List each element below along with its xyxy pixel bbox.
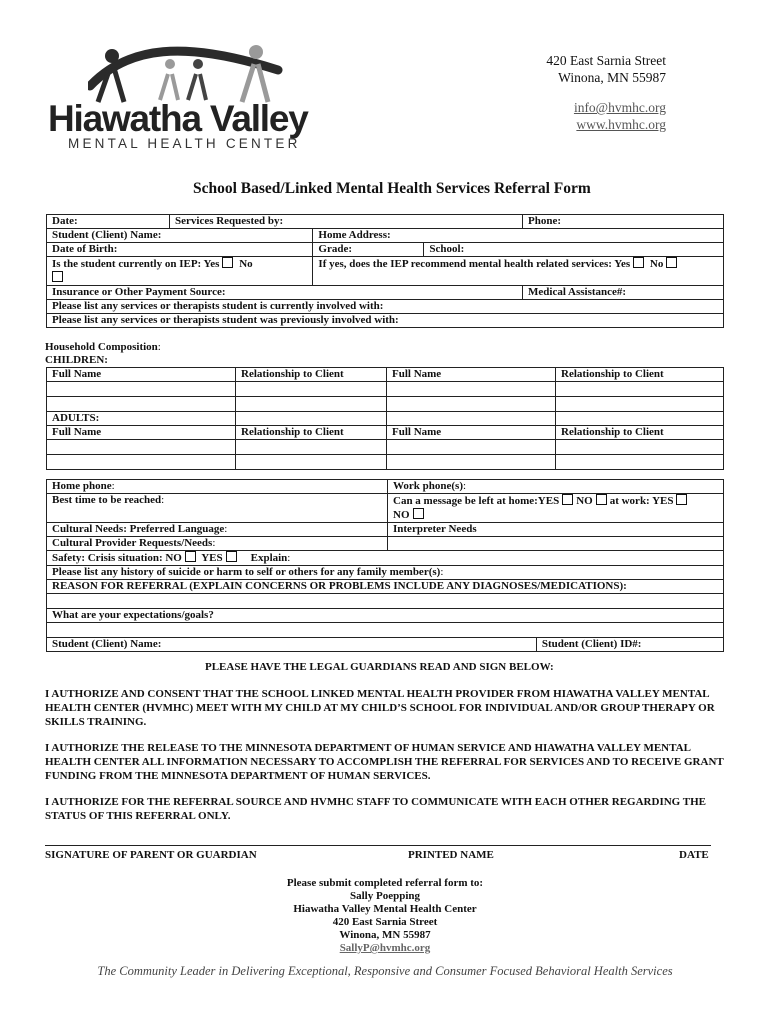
contact-table bbox=[46, 479, 724, 652]
reason-for-referral-label[interactable]: REASON FOR REFERRAL (EXPLAIN CONCERNS OR PROBLEMS INCLUDE ANY DIAGNOSES/MEDICATIONS): bbox=[52, 580, 627, 592]
org-email-link[interactable]: info@hvmhc.org bbox=[573, 100, 666, 115]
date-label[interactable]: Date: bbox=[52, 215, 78, 227]
children-col-relationship-1: Relationship to Client bbox=[241, 368, 344, 380]
signature-guardian-label: SIGNATURE OF PARENT OR GUARDIAN bbox=[45, 849, 257, 861]
adults-col-relationship-1: Relationship to Client bbox=[241, 426, 344, 438]
student-name-label-2[interactable]: Student (Client) Name: bbox=[52, 638, 162, 650]
iep-no-checkbox[interactable] bbox=[52, 271, 63, 282]
submit-email-link[interactable]: SallyP@hvmhc.org bbox=[339, 942, 431, 954]
explain-label[interactable]: Explain bbox=[250, 552, 288, 564]
table-row[interactable] bbox=[47, 397, 724, 412]
household-label: Household Composition bbox=[45, 341, 158, 353]
work-phone-label[interactable]: Work phone(s) bbox=[393, 480, 463, 492]
submit-name: Sally Poepping bbox=[350, 890, 420, 902]
adults-col-name-2: Full Name bbox=[392, 426, 442, 438]
work-yes-checkbox[interactable] bbox=[676, 494, 687, 505]
best-time-label[interactable]: Best time to be reached bbox=[52, 494, 162, 506]
expectations-input-area[interactable] bbox=[47, 623, 724, 638]
colon: : bbox=[111, 480, 115, 492]
iep-recommend-no-checkbox[interactable] bbox=[666, 257, 677, 268]
adults-col-name-1: Full Name bbox=[52, 426, 102, 438]
harm-history-label[interactable]: Please list any history of suicide or harm to self or others for any family member(s) bbox=[52, 566, 441, 578]
footer-tagline: The Community Leader in Delivering Exceptional, Responsive and Consumer Focused Behavioral Health Services bbox=[97, 964, 673, 978]
student-name-label[interactable]: Student (Client) Name: bbox=[52, 229, 162, 241]
submit-line: Please submit completed referral form to: bbox=[286, 877, 484, 889]
submit-street: 420 East Sarnia Street bbox=[332, 916, 438, 928]
colon: : bbox=[161, 494, 165, 506]
expectations-label[interactable]: What are your expectations/goals? bbox=[52, 609, 214, 621]
insurance-label[interactable]: Insurance or Other Payment Source: bbox=[52, 286, 226, 298]
colon: : bbox=[212, 537, 216, 549]
org-website-link[interactable]: www.hvmhc.org bbox=[576, 117, 666, 132]
work-no-label: NO bbox=[393, 509, 410, 521]
colon: : bbox=[224, 523, 228, 535]
table-row[interactable] bbox=[47, 382, 724, 397]
message-yes-checkbox[interactable] bbox=[562, 494, 573, 505]
iep-no-label: No bbox=[239, 258, 253, 270]
signature-date-label: DATE bbox=[679, 849, 709, 861]
adults-heading: ADULTS: bbox=[52, 412, 100, 424]
household-colon: : bbox=[157, 341, 161, 353]
student-id-label[interactable]: Student (Client) ID#: bbox=[541, 638, 642, 650]
table-row[interactable] bbox=[47, 455, 724, 470]
iep-question: Is the student currently on IEP: Yes bbox=[52, 258, 220, 270]
logo bbox=[48, 42, 310, 154]
iep-recommend-yes-checkbox[interactable] bbox=[633, 257, 644, 268]
children-col-name-1: Full Name bbox=[52, 368, 102, 380]
dob-label[interactable]: Date of Birth: bbox=[52, 243, 118, 255]
message-question: Can a message be left at home:YES bbox=[393, 495, 560, 507]
school-label[interactable]: School: bbox=[429, 243, 465, 255]
org-name: Hiawatha Valley bbox=[48, 98, 308, 139]
crisis-yes-label: YES bbox=[201, 552, 223, 564]
signature-line[interactable] bbox=[45, 845, 711, 846]
submit-block bbox=[0, 877, 770, 955]
children-col-relationship-2: Relationship to Client bbox=[561, 368, 664, 380]
at-work-label: at work: YES bbox=[609, 495, 674, 507]
services-previous-label[interactable]: Please list any services or therapists student was previously involved with: bbox=[52, 314, 399, 326]
printed-name-label: PRINTED NAME bbox=[408, 849, 494, 861]
submit-city: Winona, MN 55987 bbox=[339, 929, 431, 941]
crisis-yes-checkbox[interactable] bbox=[226, 551, 237, 562]
org-street: 420 East Sarnia Street bbox=[546, 53, 666, 68]
cultural-needs-label[interactable]: Cultural Needs: Preferred Language bbox=[52, 523, 225, 535]
services-current-label[interactable]: Please list any services or therapists student is currently involved with: bbox=[52, 300, 384, 312]
home-phone-label[interactable]: Home phone bbox=[52, 480, 112, 492]
cultural-provider-label[interactable]: Cultural Provider Requests/Needs bbox=[52, 537, 213, 549]
submit-org: Hiawatha Valley Mental Health Center bbox=[293, 903, 477, 915]
children-table bbox=[46, 367, 724, 470]
legal-para-3: I AUTHORIZE FOR THE REFERRAL SOURCE AND HVMHC STAFF TO COMMUNICATE WITH EACH OTHER REGARDING THE STATUS OF THIS REFERRAL ONLY. bbox=[45, 796, 707, 822]
crisis-no-checkbox[interactable] bbox=[185, 551, 196, 562]
iep-yes-checkbox[interactable] bbox=[222, 257, 233, 268]
legal-heading: PLEASE HAVE THE LEGAL GUARDIANS READ AND SIGN BELOW: bbox=[205, 661, 554, 673]
interpreter-needs-label[interactable]: Interpreter Needs bbox=[393, 523, 477, 535]
phone-label[interactable]: Phone: bbox=[528, 215, 561, 227]
legal-para-2: I AUTHORIZE THE RELEASE TO THE MINNESOTA DEPARTMENT OF HUMAN SERVICE AND HIAWATHA VALLEY MENTAL HEALTH CENTER ALL INFORMATION NECESSARY TO ACCOMPLISH THE REFERRAL FOR SERVICES AND TO RECEIVE GRANT FUNDING FROM THE MINNESOTA DEPARTMENT OF HUMAN SERVICES. bbox=[45, 742, 724, 782]
services-requested-label[interactable]: Services Requested by: bbox=[175, 215, 284, 227]
medical-assistance-label[interactable]: Medical Assistance#: bbox=[528, 286, 627, 298]
crisis-label: Safety: Crisis situation: NO bbox=[52, 552, 182, 564]
form-title: School Based/Linked Mental Health Services Referral Form bbox=[193, 180, 591, 197]
iep-recommend-no-label: No bbox=[649, 258, 664, 270]
work-no-checkbox[interactable] bbox=[413, 508, 424, 519]
org-subtitle: MENTAL HEALTH CENTER bbox=[68, 136, 301, 151]
iep-recommend-question: If yes, does the IEP recommend mental health related services: Yes bbox=[318, 258, 631, 270]
home-address-label[interactable]: Home Address: bbox=[318, 229, 391, 241]
message-no-checkbox[interactable] bbox=[596, 494, 607, 505]
children-heading: CHILDREN: bbox=[45, 354, 108, 366]
org-city: Winona, MN 55987 bbox=[558, 70, 666, 85]
legal-para-1: I AUTHORIZE AND CONSENT THAT THE SCHOOL LINKED MENTAL HEALTH PROVIDER FROM HIAWATHA VALLEY MENTAL HEALTH CENTER (HVMHC) MEET WITH MY CHILD AT MY CHILD’S SCHOOL FOR INDIVIDUAL AND/OR GROUP THERAPY OR SKILLS TRAINING. bbox=[45, 688, 715, 728]
client-info-table bbox=[46, 214, 724, 328]
children-col-name-2: Full Name bbox=[392, 368, 442, 380]
colon: : bbox=[440, 566, 444, 578]
colon: : bbox=[287, 552, 291, 564]
colon: : bbox=[463, 480, 467, 492]
grade-label[interactable]: Grade: bbox=[318, 243, 353, 255]
household-heading bbox=[45, 341, 161, 353]
message-no-label: NO bbox=[576, 495, 593, 507]
table-row[interactable] bbox=[47, 440, 724, 455]
adults-col-relationship-2: Relationship to Client bbox=[561, 426, 664, 438]
reason-input-area[interactable] bbox=[47, 594, 724, 609]
